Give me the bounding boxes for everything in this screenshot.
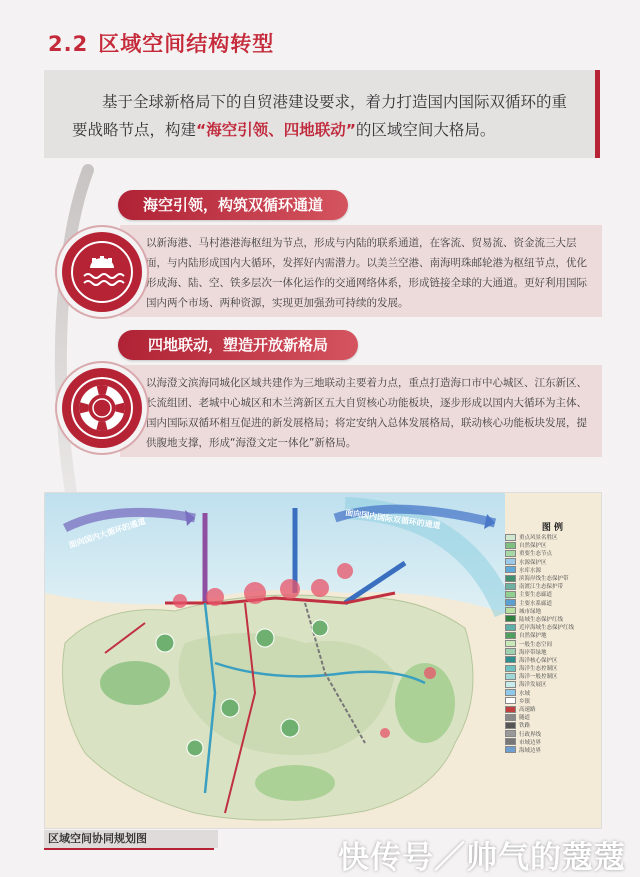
legend-label: 陆域生态保护红线 (519, 616, 564, 623)
legend-label: 海洋一般控制区 (519, 674, 558, 681)
item-body-1: 以新海港、马村港港海枢纽为节点，形成与内陆的联系通道，在客流、贸易流、资金流三大层面，与内陆形成国内大循环，发挥好内需潜力。以美兰空港、南海明珠邮轮港为枢纽节点，优化形成海、陆、空、铁多层次一体化运作的交通网络体系，形成链接全球的大通道。更好利用国际国内两个市场、两种资源，实现更加强劲可持续的发展。 (120, 225, 602, 317)
legend-item (505, 713, 600, 721)
legend-label: 自然保护区 (519, 543, 547, 550)
legend-item (505, 664, 600, 672)
legend-swatch (505, 591, 516, 598)
legend-label: 重要生态节点 (519, 551, 553, 558)
legend-item (505, 689, 600, 697)
legend-item (505, 730, 600, 738)
legend-item (505, 549, 600, 557)
legend-label: 海洋发展区 (519, 682, 547, 689)
legend-item (505, 631, 600, 639)
item-body-2: 以海澄文滨海同城化区域共建作为三地联动主要着力点，重点打造海口市中心城区、江东新区、长流组团、老城中心城区和木兰湾新区五大自贸核心功能板块，逐步形成以国内大循环为主体、国内国际双循环相互促进的新发展格局；将定安纳入总体发展格局，联动核心功能板块发展，提供腹地支撑，形成“海澄文定一体化”新格局。 (120, 365, 602, 457)
legend-item (505, 705, 600, 713)
legend-swatch (505, 714, 516, 721)
legend-label: 乡镇 (519, 698, 531, 705)
legend-swatch (505, 681, 516, 688)
legend-swatch (505, 599, 516, 606)
intro-text-1: 基于全球新格局下的自贸港建设要求，着力打造国内国际双循环的重要战略节点，构建 (72, 93, 568, 139)
item-heading-1: 海空引领，构筑双循环通道 (118, 190, 348, 220)
legend-swatch (505, 722, 516, 729)
intro-box (44, 70, 600, 158)
legend-label: 南渡江生态保护带 (519, 584, 564, 591)
legend-swatch (505, 648, 516, 655)
legend-label: 隧道 (519, 715, 531, 722)
legend-item (505, 648, 600, 656)
intro-text-2: 的区域空间大格局。 (355, 121, 496, 139)
legend-item (505, 615, 600, 623)
legend-label: 自然保护地 (519, 633, 547, 640)
legend-swatch (505, 542, 516, 549)
item-heading-2: 四地联动，塑造开放新格局 (118, 330, 358, 360)
legend-swatch (505, 534, 516, 541)
legend-swatch (505, 566, 516, 573)
legend-label: 近岸海域生态保护红线 (519, 625, 575, 632)
legend-item (505, 697, 600, 705)
legend-label: 海岸带绿地 (519, 649, 547, 656)
legend-swatch (505, 673, 516, 680)
legend-label: 水域 (519, 690, 531, 697)
legend-label: 海洋生态控制区 (519, 666, 558, 673)
legend-swatch (505, 632, 516, 639)
legend-item (505, 738, 600, 746)
map-legend (505, 520, 600, 820)
legend-item (505, 590, 600, 598)
section-number: 2.2 (48, 32, 89, 56)
legend-label: 主要水系廊道 (519, 600, 553, 607)
legend-label: 市域边界 (519, 739, 542, 746)
legend-swatch (505, 615, 516, 622)
legend-item (505, 746, 600, 754)
legend-label: 滨海岸线生态保护带 (519, 576, 569, 583)
legend-label: 主要生态廊道 (519, 592, 553, 599)
legend-swatch (505, 558, 516, 565)
legend-swatch (505, 697, 516, 704)
legend-item (505, 541, 600, 549)
legend-swatch (505, 656, 516, 663)
legend-swatch (505, 624, 516, 631)
legend-label: 水源保护区 (519, 559, 547, 566)
legend-label: 重点风景名胜区 (519, 535, 558, 542)
legend-list (505, 533, 600, 754)
legend-swatch (505, 738, 516, 745)
legend-label: 铁路 (519, 723, 531, 730)
legend-swatch (505, 665, 516, 672)
legend-label: 行政界线 (519, 731, 542, 738)
intro-highlight: “海空引领、四地联动” (196, 121, 356, 139)
caption-rule (44, 848, 214, 850)
legend-item (505, 558, 600, 566)
legend-item (505, 599, 600, 607)
legend-label: 城市绿地 (519, 608, 542, 615)
map-caption: 区域空间协同规划图 (44, 830, 218, 848)
legend-swatch (505, 689, 516, 696)
legend-item (505, 721, 600, 729)
legend-label: 海域边界 (519, 747, 542, 754)
legend-swatch (505, 746, 516, 753)
legend-label: 高速路 (519, 707, 536, 714)
legend-swatch (505, 706, 516, 713)
watermark: 快传号／帅气的蔻蔻 (338, 840, 626, 876)
legend-item (505, 582, 600, 590)
legend-label: 海洋核心保护区 (519, 657, 558, 664)
legend-item (505, 680, 600, 688)
legend-swatch (505, 640, 516, 647)
legend-swatch (505, 607, 516, 614)
legend-item (505, 607, 600, 615)
legend-label: 一般生态空间 (519, 641, 553, 648)
legend-label: 水库水源 (519, 567, 542, 574)
legend-title: 图 例 (541, 523, 564, 533)
legend-item (505, 574, 600, 582)
legend-item (505, 639, 600, 647)
waves-globe-icon (62, 232, 142, 312)
section-title-text: 区域空间结构转型 (98, 32, 275, 56)
legend-item (505, 623, 600, 631)
legend-item (505, 672, 600, 680)
section-title (48, 28, 274, 58)
map-arrow-left-label: 面向国内大循环的通道 (67, 516, 147, 550)
legend-item (505, 566, 600, 574)
legend-item (505, 533, 600, 541)
legend-swatch (505, 583, 516, 590)
map-arrow-right-label: 面向国内国际双循环的通道 (344, 508, 442, 531)
legend-swatch (505, 730, 516, 737)
legend-swatch (505, 575, 516, 582)
lifebuoy-icon (62, 368, 142, 448)
legend-item (505, 656, 600, 664)
legend-swatch (505, 550, 516, 557)
